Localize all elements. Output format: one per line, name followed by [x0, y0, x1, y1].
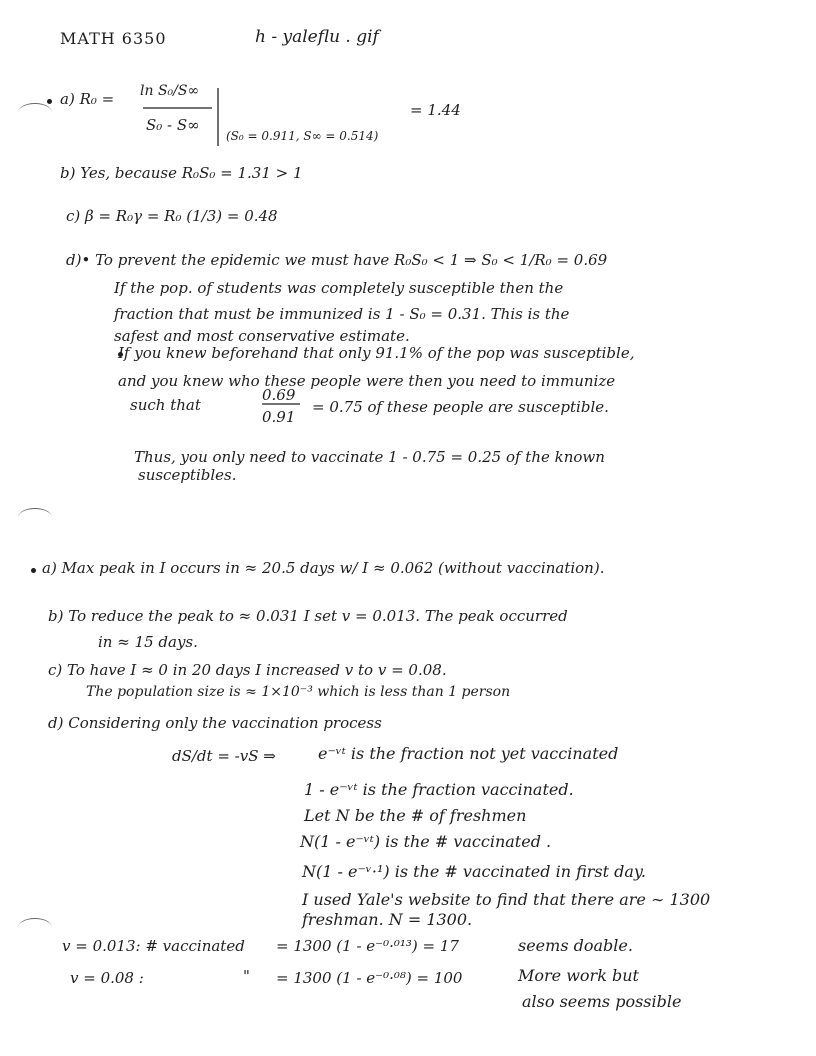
part1-c: c) β = R₀γ = R₀ (1/3) = 0.48 — [66, 207, 278, 225]
part1-d-line7-suffix: = 0.75 of these people are susceptible. — [312, 398, 609, 416]
part1-a-numerator: ln S₀/S∞ — [140, 83, 200, 99]
part2-d-line5: N(1 - e⁻ᵛᵗ) is the # vaccinated . — [300, 832, 552, 851]
part2-d-line4: Let N be the # of freshmen — [304, 806, 527, 825]
part2-d-line1: d) Considering only the vaccination process — [48, 714, 382, 732]
part2-d-line7: I used Yale's website to find that there are ∼ 1300 — [302, 890, 711, 909]
part2-a: a) Max peak in I occurs in ≈ 20.5 days w/ I ≈ 0.062 (without vaccination). — [42, 559, 605, 577]
part1-b: b) Yes, because R₀S₀ = 1.31 > 1 — [60, 164, 303, 182]
part2-d-equation: dS/dt = -vS ⇒ — [172, 747, 276, 765]
part1-d-line7-numerator: 0.69 — [262, 386, 296, 404]
part2-c-line1: c) To have I ≈ 0 in 20 days I increased v to v = 0.08. — [48, 661, 447, 679]
part1-d-line6: and you knew who these people were then you need to immunize — [118, 372, 616, 390]
part1-d-line8: Thus, you only need to vaccinate 1 - 0.75 = 0.25 of the known — [134, 448, 605, 466]
result-row-2-equation: = 1300 (1 - e⁻⁰·⁰⁸) = 100 — [276, 969, 463, 987]
result-row-2-label: v = 0.08 : — [70, 969, 144, 987]
part1-d-line7-prefix: such that — [130, 396, 201, 414]
part2-b-line1: b) To reduce the peak to ≈ 0.031 I set v = 0.013. The peak occurred — [48, 607, 568, 625]
part1-d-line3: fraction that must be immunized is 1 - S₀ = 0.31. This is the — [114, 305, 570, 323]
part1-d-line4: safest and most conservative estimate. — [114, 327, 410, 345]
part1-d-line2: If the pop. of students was completely susceptible then the — [114, 279, 564, 297]
part1-d-line5: If you knew beforehand that only 91.1% of the pop was susceptible, — [118, 344, 635, 362]
result-row-2-ditto: " — [243, 967, 250, 985]
result-row-1-label: v = 0.013: # vaccinated — [62, 937, 245, 955]
bullet-part-2 — [31, 568, 36, 573]
part1-a-label: a) R₀ = — [60, 90, 115, 108]
part1-a-result: = 1.44 — [410, 101, 461, 119]
part1-a-denominator: S₀ - S∞ — [146, 116, 200, 134]
part1-d-line1: d)• To prevent the epidemic we must have R₀S₀ < 1 ⇒ S₀ < 1/R₀ = 0.69 — [66, 251, 608, 269]
course-label: MATH 6350 — [60, 29, 167, 48]
file-title: h - yaleflu . gif — [255, 27, 379, 47]
part2-d-line6: N(1 - e⁻ᵛ·¹) is the # vaccinated in first day. — [302, 862, 646, 881]
part2-d-line2: e⁻ᵛᵗ is the fraction not yet vaccinated — [318, 744, 619, 763]
part2-d-line8: freshman. N = 1300. — [302, 910, 473, 929]
part2-b-line2: in ≈ 15 days. — [98, 633, 198, 651]
part1-d-line9: susceptibles. — [138, 466, 237, 484]
part2-d-line3: 1 - e⁻ᵛᵗ is the fraction vaccinated. — [304, 780, 574, 799]
part2-c-line2: The population size is ≈ 1×10⁻³ which is less than 1 person — [86, 684, 511, 700]
part1-a-condition: (S₀ = 0.911, S∞ = 0.514) — [226, 129, 379, 143]
result-row-2-note-2: also seems possible — [522, 992, 682, 1011]
part1-d-line7-denominator: 0.91 — [262, 408, 296, 426]
result-row-1-equation: = 1300 (1 - e⁻⁰·⁰¹³) = 17 — [276, 937, 459, 955]
result-row-1-note: seems doable. — [518, 936, 633, 955]
result-row-2-note-1: More work but — [518, 966, 639, 985]
